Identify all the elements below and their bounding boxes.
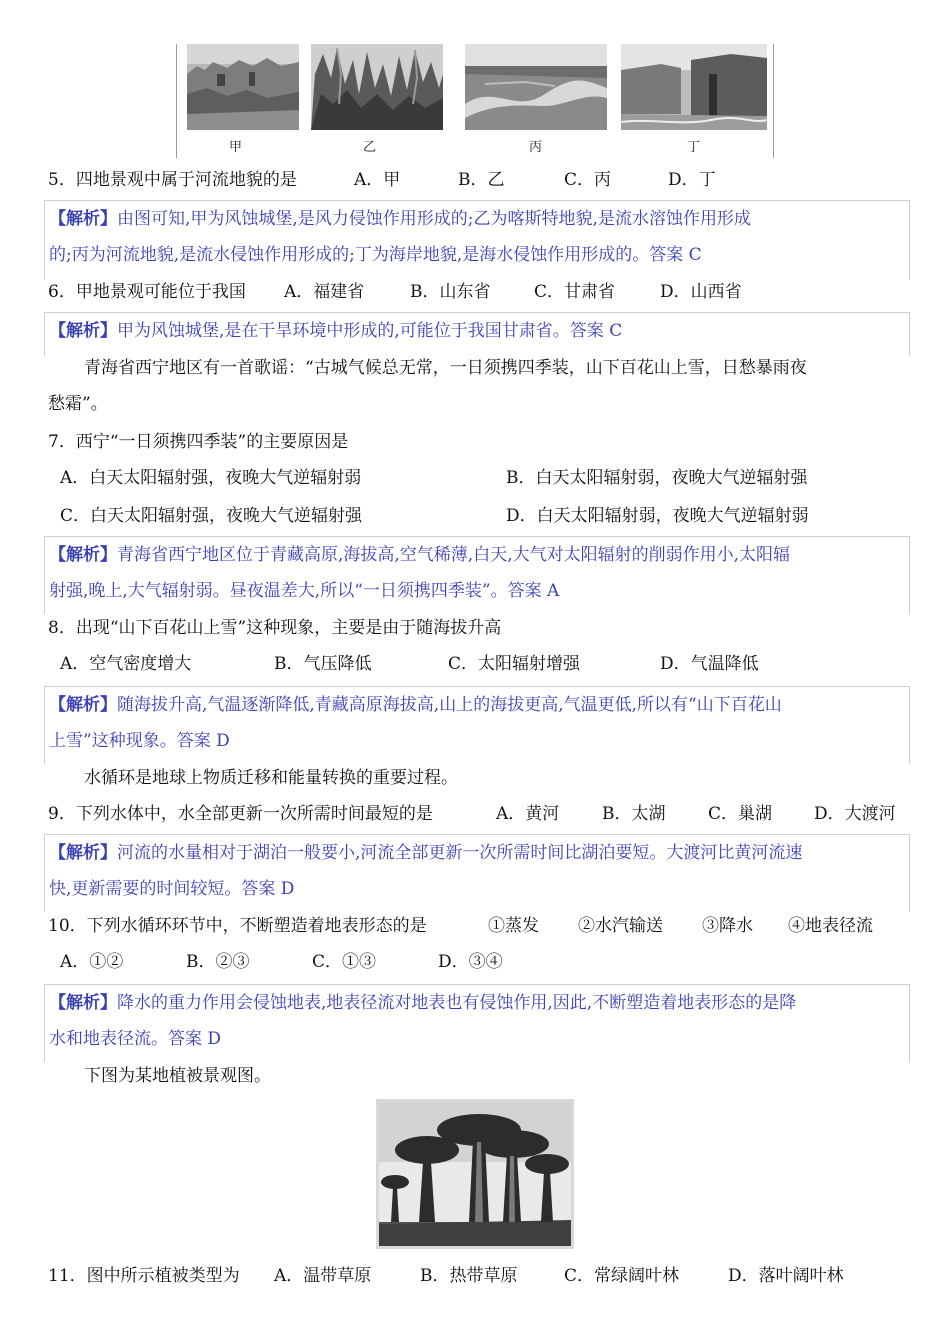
- karst-stone-forest-image: [311, 44, 443, 130]
- analysis-9: [44, 834, 910, 912]
- analysis-8: [44, 686, 910, 764]
- question-8-stem: 8．出现“山下百花山上雪”这种现象，主要是由于随海拔升高: [48, 618, 502, 638]
- q5-option-d: D．丁: [668, 170, 716, 190]
- q8-option-c: C．太阳辐射增强: [448, 654, 581, 674]
- question-10-stem: 10．下列水循环环节中，不断塑造着地表形态的是: [48, 916, 427, 936]
- q10-option-b: B．②③: [186, 952, 250, 972]
- q5-option-c: C．丙: [564, 170, 612, 190]
- q5-option-b: B．乙: [458, 170, 505, 190]
- q7-option-d: D．白天太阳辐射弱，夜晚大气逆辐射弱: [506, 506, 809, 526]
- question-11-stem: 11．图中所示植被类型为: [48, 1266, 240, 1286]
- analysis-tag: 【解析】: [49, 321, 117, 341]
- passage-xining-line1: 青海省西宁地区有一首歌谣：“古城气候总无常，一日须携四季装，山下百花山上雪，日愁暴雨夜: [84, 358, 807, 378]
- question-11: [48, 1264, 844, 1288]
- analysis-tag: 【解析】: [49, 843, 117, 863]
- caption-bing: 丙: [529, 140, 543, 155]
- analysis-8-line1: 随海拔升高,气温逐渐降低,青藏高原海拔高,山上的海拔更高,气温更低,所以有“山下百花山: [117, 695, 782, 715]
- analysis-6-line1: 甲为风蚀城堡,是在干旱环境中形成的,可能位于我国甘肃省。答案 C: [117, 321, 623, 341]
- baobab-trees-image: [379, 1102, 571, 1246]
- question-7-stem: 7．西宁“一日须携四季装”的主要原因是: [48, 432, 349, 452]
- q6-option-c: C．甘肃省: [534, 282, 616, 302]
- q11-option-a: A．温带草原: [274, 1266, 372, 1286]
- question-6-stem: 6．甲地景观可能位于我国: [48, 282, 246, 302]
- question-5: [48, 168, 716, 192]
- q7-option-c: C．白天太阳辐射强，夜晚大气逆辐射强: [60, 506, 363, 526]
- analysis-9-line1: 河流的水量相对于湖泊一般要小,河流全部更新一次所需时间比湖泊要短。大渡河比黄河流速: [117, 843, 803, 863]
- q7-option-b: B．白天太阳辐射弱，夜晚大气逆辐射强: [506, 468, 808, 488]
- q5-option-a: A．甲: [354, 170, 401, 190]
- passage-water-cycle: 水循环是地球上物质迁移和能量转换的重要过程。: [84, 768, 458, 788]
- q6-option-a: A．福建省: [284, 282, 365, 302]
- q7-option-a: A．白天太阳辐射强，夜晚大气逆辐射弱: [60, 468, 362, 488]
- q10-item-4: ④地表径流: [788, 916, 873, 936]
- q9-option-b: B．太湖: [602, 804, 666, 824]
- analysis-9-line2: 快,更新需要的时间较短。答案 D: [49, 879, 295, 899]
- wind-erosion-castle-image: [187, 44, 299, 130]
- analysis-5: [44, 200, 910, 280]
- q8-option-a: A．空气密度增大: [60, 654, 192, 674]
- analysis-10-line2: 水和地表径流。答案 D: [49, 1029, 222, 1049]
- question-10: [48, 914, 873, 938]
- photo-yi: [311, 44, 443, 130]
- caption-jia: 甲: [229, 140, 243, 155]
- question-9: [48, 802, 896, 826]
- photo-ding: [621, 44, 767, 130]
- analysis-tag: 【解析】: [49, 695, 117, 715]
- q10-item-3: ③降水: [702, 916, 753, 936]
- analysis-5-line2: 的;丙为河流地貌,是流水侵蚀作用形成的;丁为海岸地貌,是海水侵蚀作用形成的。答案 C: [49, 245, 702, 265]
- q10-option-a: A．①②: [60, 952, 124, 972]
- photo-bing: [465, 44, 607, 130]
- coastal-cliff-image: [621, 44, 767, 130]
- analysis-10: [44, 984, 910, 1062]
- caption-ding: 丁: [687, 140, 701, 155]
- question-9-stem: 9．下列水体中，水全部更新一次所需时间最短的是: [48, 804, 433, 824]
- q10-item-2: ②水汽输送: [578, 916, 663, 936]
- q6-option-d: D．山西省: [660, 282, 742, 302]
- q10-option-c: C．①③: [312, 952, 377, 972]
- analysis-10-line1: 降水的重力作用会侵蚀地表,地表径流对地表也有侵蚀作用,因此,不断塑造着地表形态的是降: [117, 993, 797, 1013]
- photo-jia: [187, 44, 299, 130]
- analysis-tag: 【解析】: [49, 209, 117, 229]
- landscape-photo-strip: [176, 44, 774, 158]
- q9-option-a: A．黄河: [496, 804, 560, 824]
- analysis-7-line1: 青海省西宁地区位于青藏高原,海拔高,空气稀薄,白天,大气对太阳辐射的削弱作用小,太阳辐: [117, 545, 791, 565]
- q6-option-b: B．山东省: [410, 282, 491, 302]
- analysis-tag: 【解析】: [49, 993, 117, 1013]
- question-6: [48, 280, 742, 304]
- caption-yi: 乙: [363, 140, 377, 155]
- q10-option-d: D．③④: [438, 952, 503, 972]
- analysis-7: [44, 536, 910, 614]
- river-landform-image: [465, 44, 607, 130]
- q10-item-1: ①蒸发: [488, 916, 539, 936]
- passage-xining-line2: 愁霜”。: [48, 394, 108, 414]
- vegetation-landscape-photo: [376, 1099, 574, 1249]
- q11-option-c: C．常绿阔叶林: [564, 1266, 680, 1286]
- analysis-6: [44, 312, 910, 356]
- q9-option-d: D．大渡河: [814, 804, 896, 824]
- q8-option-d: D．气温降低: [660, 654, 759, 674]
- q8-option-b: B．气压降低: [274, 654, 372, 674]
- question-5-stem: 5．四地景观中属于河流地貌的是: [48, 170, 297, 190]
- analysis-8-line2: 上雪”这种现象。答案 D: [49, 731, 230, 751]
- passage-vegetation: 下图为某地植被景观图。: [84, 1066, 271, 1086]
- q9-option-c: C．巢湖: [708, 804, 773, 824]
- q11-option-b: B．热带草原: [420, 1266, 518, 1286]
- analysis-7-line2: 射强,晚上,大气辐射弱。昼夜温差大,所以“一日须携四季装”。答案 A: [49, 581, 560, 601]
- analysis-tag: 【解析】: [49, 545, 117, 565]
- analysis-5-line1: 由图可知,甲为风蚀城堡,是风力侵蚀作用形成的;乙为喀斯特地貌,是流水溶蚀作用形成: [117, 209, 751, 229]
- q11-option-d: D．落叶阔叶林: [728, 1266, 844, 1286]
